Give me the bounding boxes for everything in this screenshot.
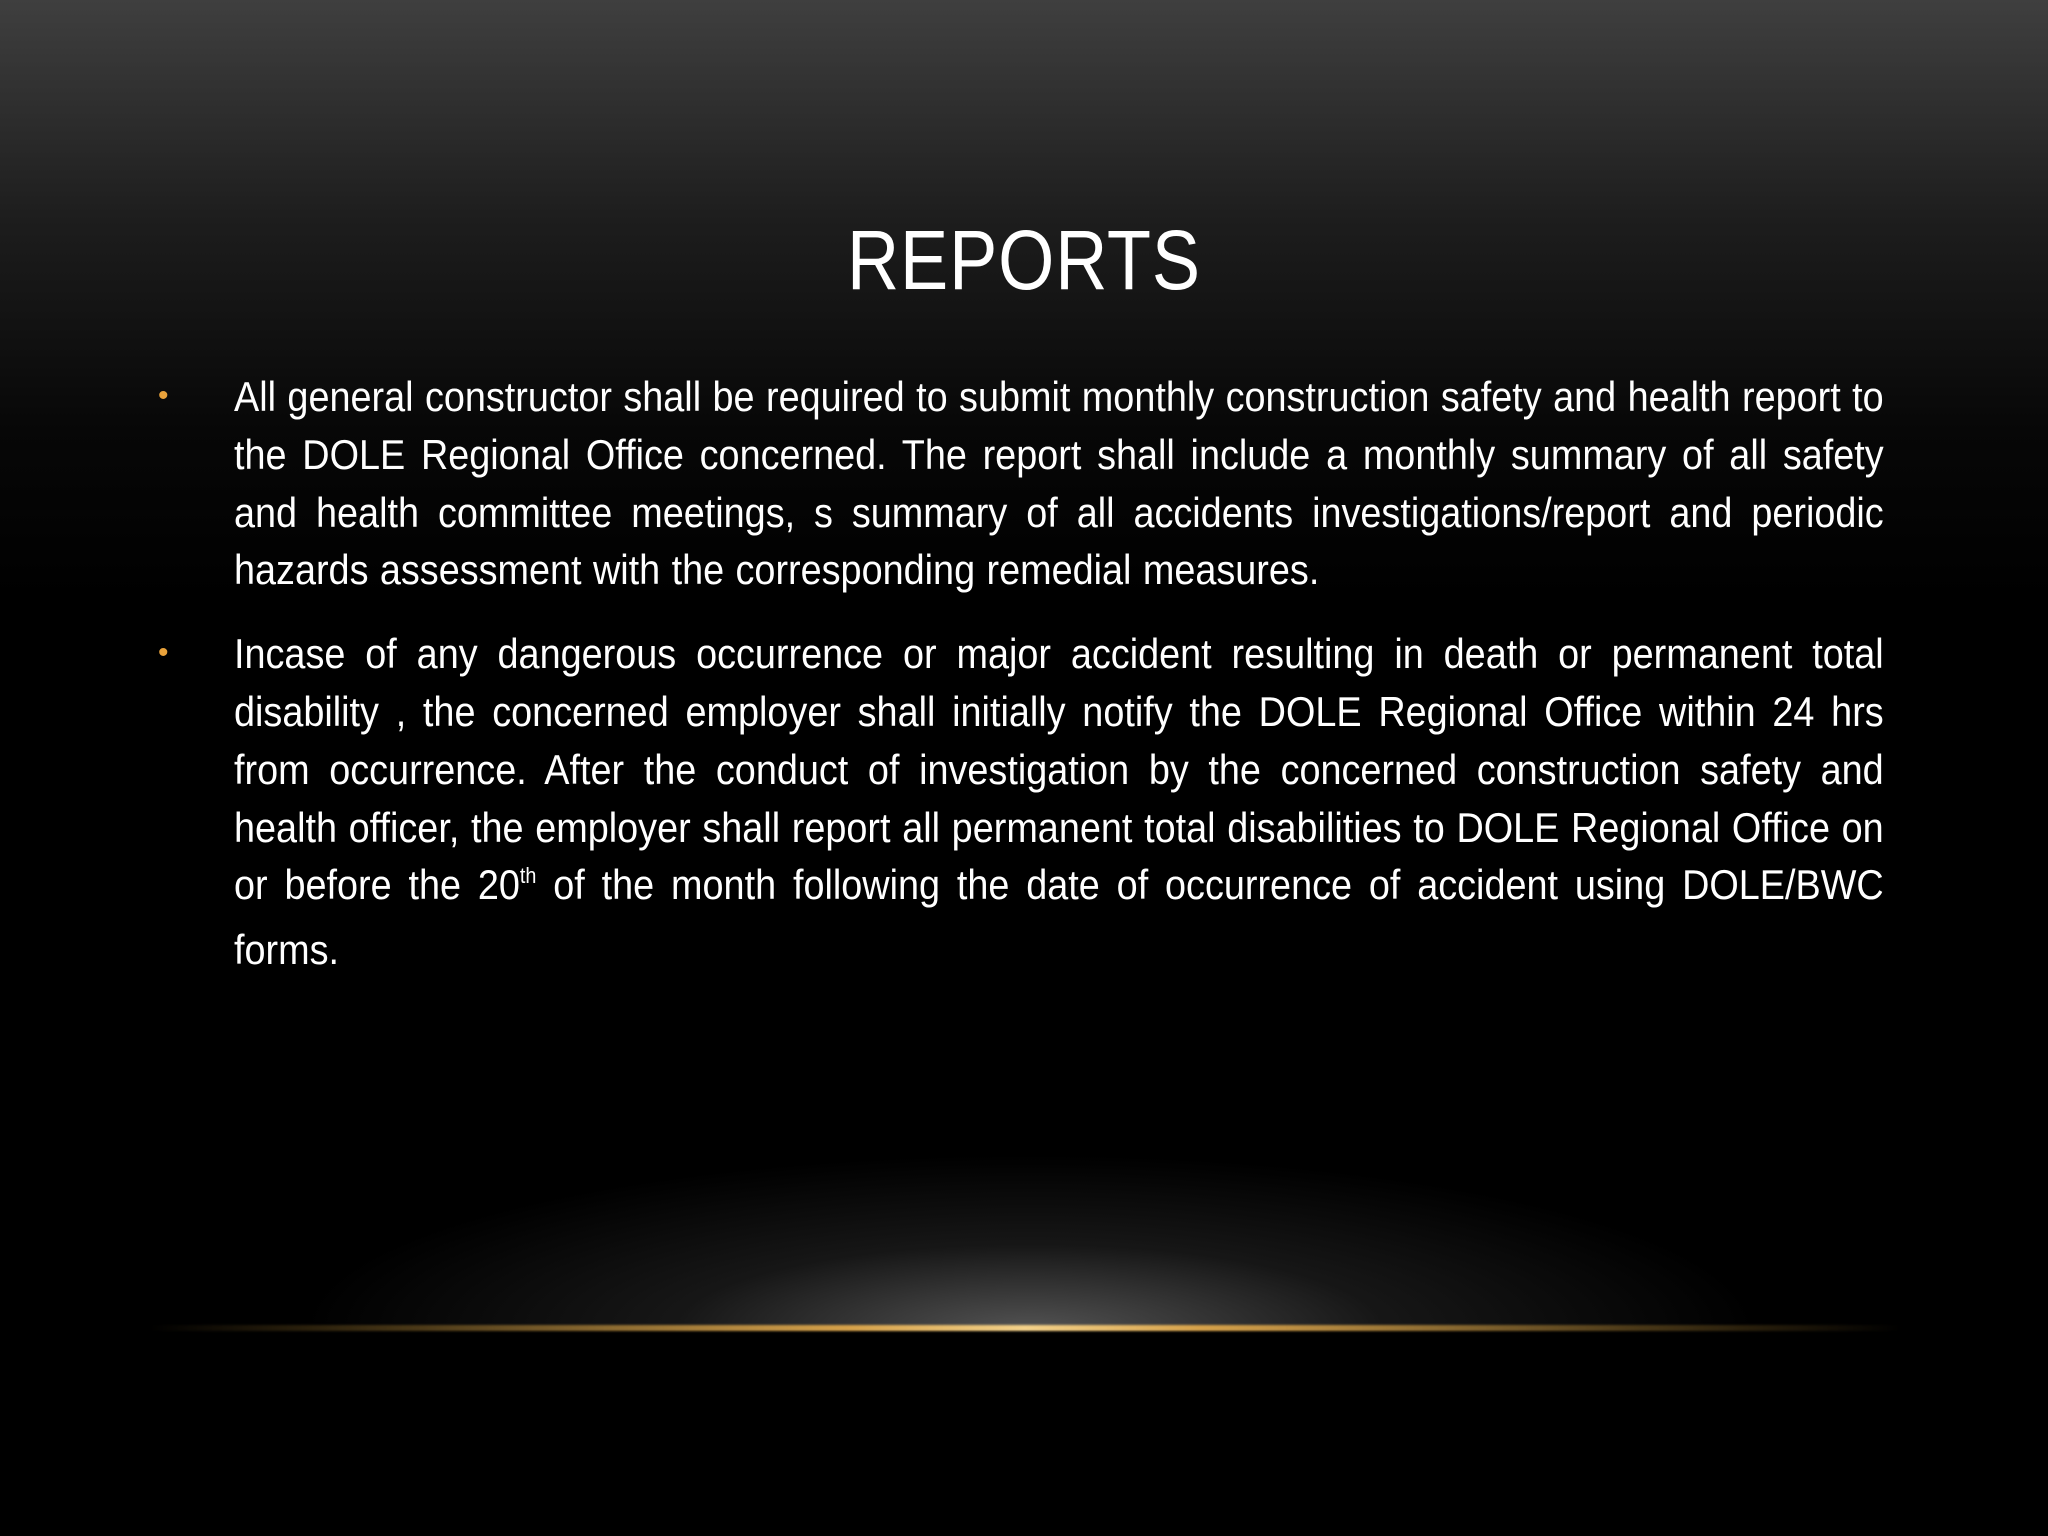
spotlight-glow xyxy=(200,1130,1860,1330)
bullet-text: All general constructor shall be required to submit monthly construction safety and health report to the DOLE Regional Office concerned. The report shall include a monthly summary of all safety and health committee meetings, s summary of all accidents investigations/report and periodic hazards assessment with the corresponding remedial measures. xyxy=(234,373,1884,594)
bullet-text-part: of the month following the date of occurrence of accident using DOLE/BWC forms. xyxy=(234,861,1884,974)
gold-divider-line xyxy=(150,1325,1900,1331)
bullet-text-part: Incase of any dangerous occurrence or major accident resulting in death or permanent total disability , the concerned employer shall initially notify the DOLE Regional Office within 24 hrs from occurrence. After the conduct of investigation by the concerned construction safety and health officer, the employer shall report all permanent total disabilities to DOLE Regional Office on or before the 20 xyxy=(234,630,1884,909)
bullet-marker: • xyxy=(158,379,169,412)
ordinal-superscript: th xyxy=(519,863,537,889)
bullet-item-monthly-report xyxy=(150,368,1886,599)
bullet-item-accident-notification xyxy=(150,625,1886,979)
bullet-list xyxy=(150,368,1886,1005)
bullet-marker: • xyxy=(158,636,169,670)
slide-title: REPORTS xyxy=(847,213,1201,307)
bullet-text xyxy=(234,625,1884,979)
